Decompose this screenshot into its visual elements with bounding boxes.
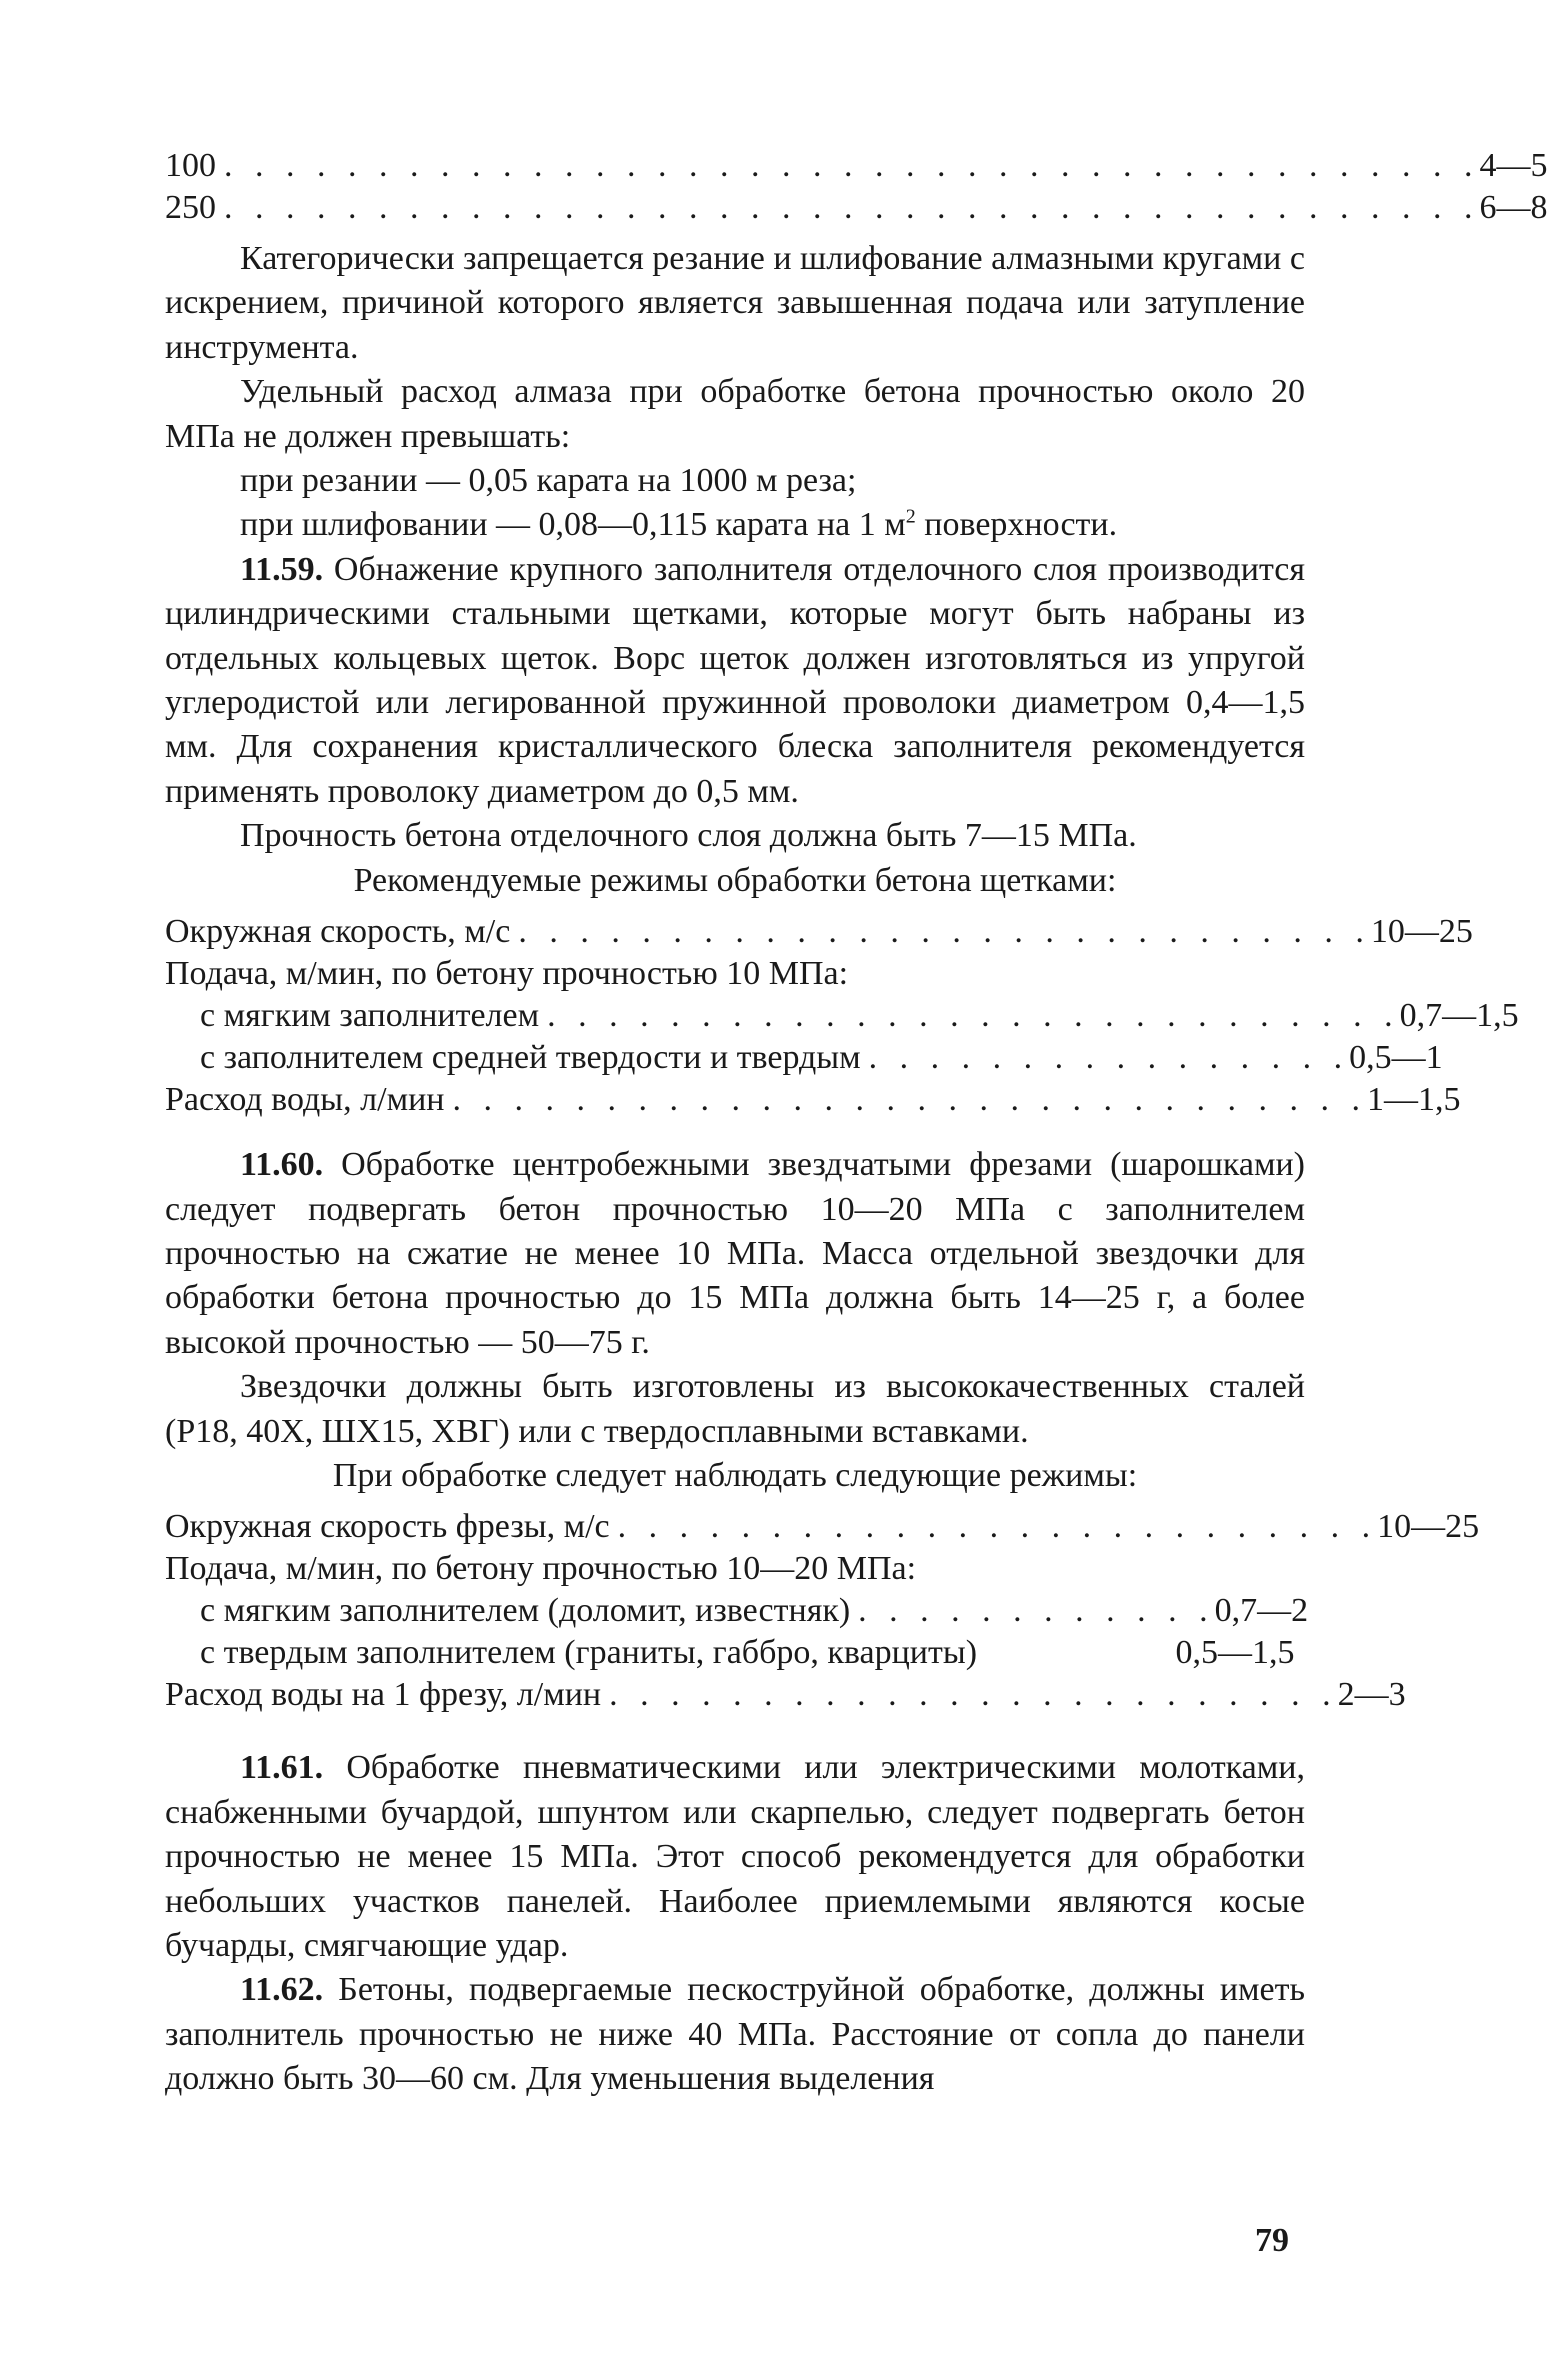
section-11-59: 11.59. Обнажение крупного заполнителя отделочного слоя производится цилиндрическими стальными щетками, которые могут быть набраны из отдельных кольцевых щеток. Ворс щеток должен изготовляться из упругой углеродистой или легированной пружинной проволоки диаметром 0,4—1,5 мм. Для сохранения кристаллического блеска заполнителя рекомендуется применять проволоку диаметром до 0,5 мм. <box>165 550 1305 810</box>
row-label: 250 <box>165 189 216 226</box>
table-row: с мягким заполнителем (доломит, известняк) . . . . . . . . . . . . 0,7—2 <box>200 1592 1309 1630</box>
table-row: Подача, м/мин, по бетону прочностью 10—20 МПа: <box>165 1550 917 1588</box>
section-11-60: 11.60. Обработке центробежными звездчатыми фрезами (шарошками) следует подвергать бетон прочностью 10—20 МПа с заполнителем прочностью на сжатие не менее 10 МПа. Масса отдельной звездочки для обработки бетона прочностью до 15 МПа должна быть 14—25 г, а более высокой прочностью — 50—75 г. <box>165 1146 1305 1361</box>
table-caption: При обработке следует наблюдать следующие режимы: <box>332 1456 1138 1494</box>
table-row: Подача, м/мин, по бетону прочностью 10 МПа: <box>165 955 849 993</box>
section-11-61: 11.61. Обработке пневматическими или электрическими молотками, снабженными бучардой, шпунтом или скарпелью, следует подвергать бетон прочностью не менее 15 МПа. Этот способ рекомендуется для обработки небольших участков панелей. Наиболее приемлемыми являются косые бучарды, смягчающие удар. <box>165 1749 1305 1964</box>
section-number: 11.62. <box>240 1971 324 2009</box>
table-row: Окружная скорость, м/с . . . . . . . . . . . . . . . . . . . . . . . . . . . . 10—25 <box>165 913 1473 951</box>
table-row: 100 . . . . . . . . . . . . . . . . . . . . . . . . . . . . . . . . . . . . . . . . . 4—5 <box>165 145 1305 187</box>
paragraph: Удельный расход алмаза при обработке бетона прочностью около 20 МПа не должен превышать: <box>165 373 1305 455</box>
page-number: 79 <box>1255 2222 1289 2259</box>
list-item: при резании — 0,05 карата на 1000 м реза; <box>240 462 857 500</box>
table-mill-modes <box>165 1506 1480 1716</box>
table-strength-rows <box>165 145 1548 229</box>
table-row: с твердым заполнителем (граниты, габбро, кварциты) 0,5—1,5 <box>200 1634 1295 1672</box>
row-value: 4—5 <box>1479 147 1548 184</box>
table-row: Расход воды, л/мин . . . . . . . . . . . . . . . . . . . . . . . . . . . . . . 1—1,5 <box>165 1081 1461 1119</box>
table-row: 250 . . . . . . . . . . . . . . . . . . . . . . . . . . . . . . . . . . . . . . . . . 6—8 <box>165 187 1305 229</box>
table-row: Расход воды на 1 фрезу, л/мин . . . . . . . . . . . . . . . . . . . . . . . . 2—3 <box>165 1676 1406 1714</box>
row-label: 100 <box>165 147 216 184</box>
table-row: с мягким заполнителем . . . . . . . . . . . . . . . . . . . . . . . . . . . . 0,7—1,5 <box>200 997 1519 1035</box>
section-11-62: 11.62. Бетоны, подвергаемые пескоструйной обработке, должны иметь заполнитель прочностью не ниже 40 МПа. Расстояние от сопла до панели должно быть 30—60 см. Для уменьшения выделения <box>165 1971 1305 2098</box>
section-number: 11.59. <box>240 550 324 588</box>
section-number: 11.61. <box>240 1749 324 1787</box>
table-row: Окружная скорость фрезы, м/с . . . . . . . . . . . . . . . . . . . . . . . . . 10—25 <box>165 1508 1480 1546</box>
table-row: с заполнителем средней твердости и твердым . . . . . . . . . . . . . . . . 0,5—1 <box>200 1039 1443 1077</box>
paragraph: Прочность бетона отделочного слоя должна быть 7—15 МПа. <box>240 817 1137 855</box>
paragraph: Звездочки должны быть изготовлены из высококачественных сталей (Р18, 40Х, ШХ15, ХВГ) или с твердосплавными вставками. <box>165 1368 1305 1450</box>
section-number: 11.60. <box>240 1146 324 1184</box>
list-item: при шлифовании — 0,08—0,115 карата на 1 $м^2$ поверхности. <box>240 506 1118 544</box>
paragraph: Категорически запрещается резание и шлифование алмазными кругами с искрением, причиной которого является завышенная подача или затупление инструмента. <box>165 240 1305 366</box>
row-value: 6—8 <box>1479 189 1548 226</box>
table-caption: Рекомендуемые режимы обработки бетона щетками: <box>353 861 1117 899</box>
table-brush-modes <box>165 911 1519 1121</box>
